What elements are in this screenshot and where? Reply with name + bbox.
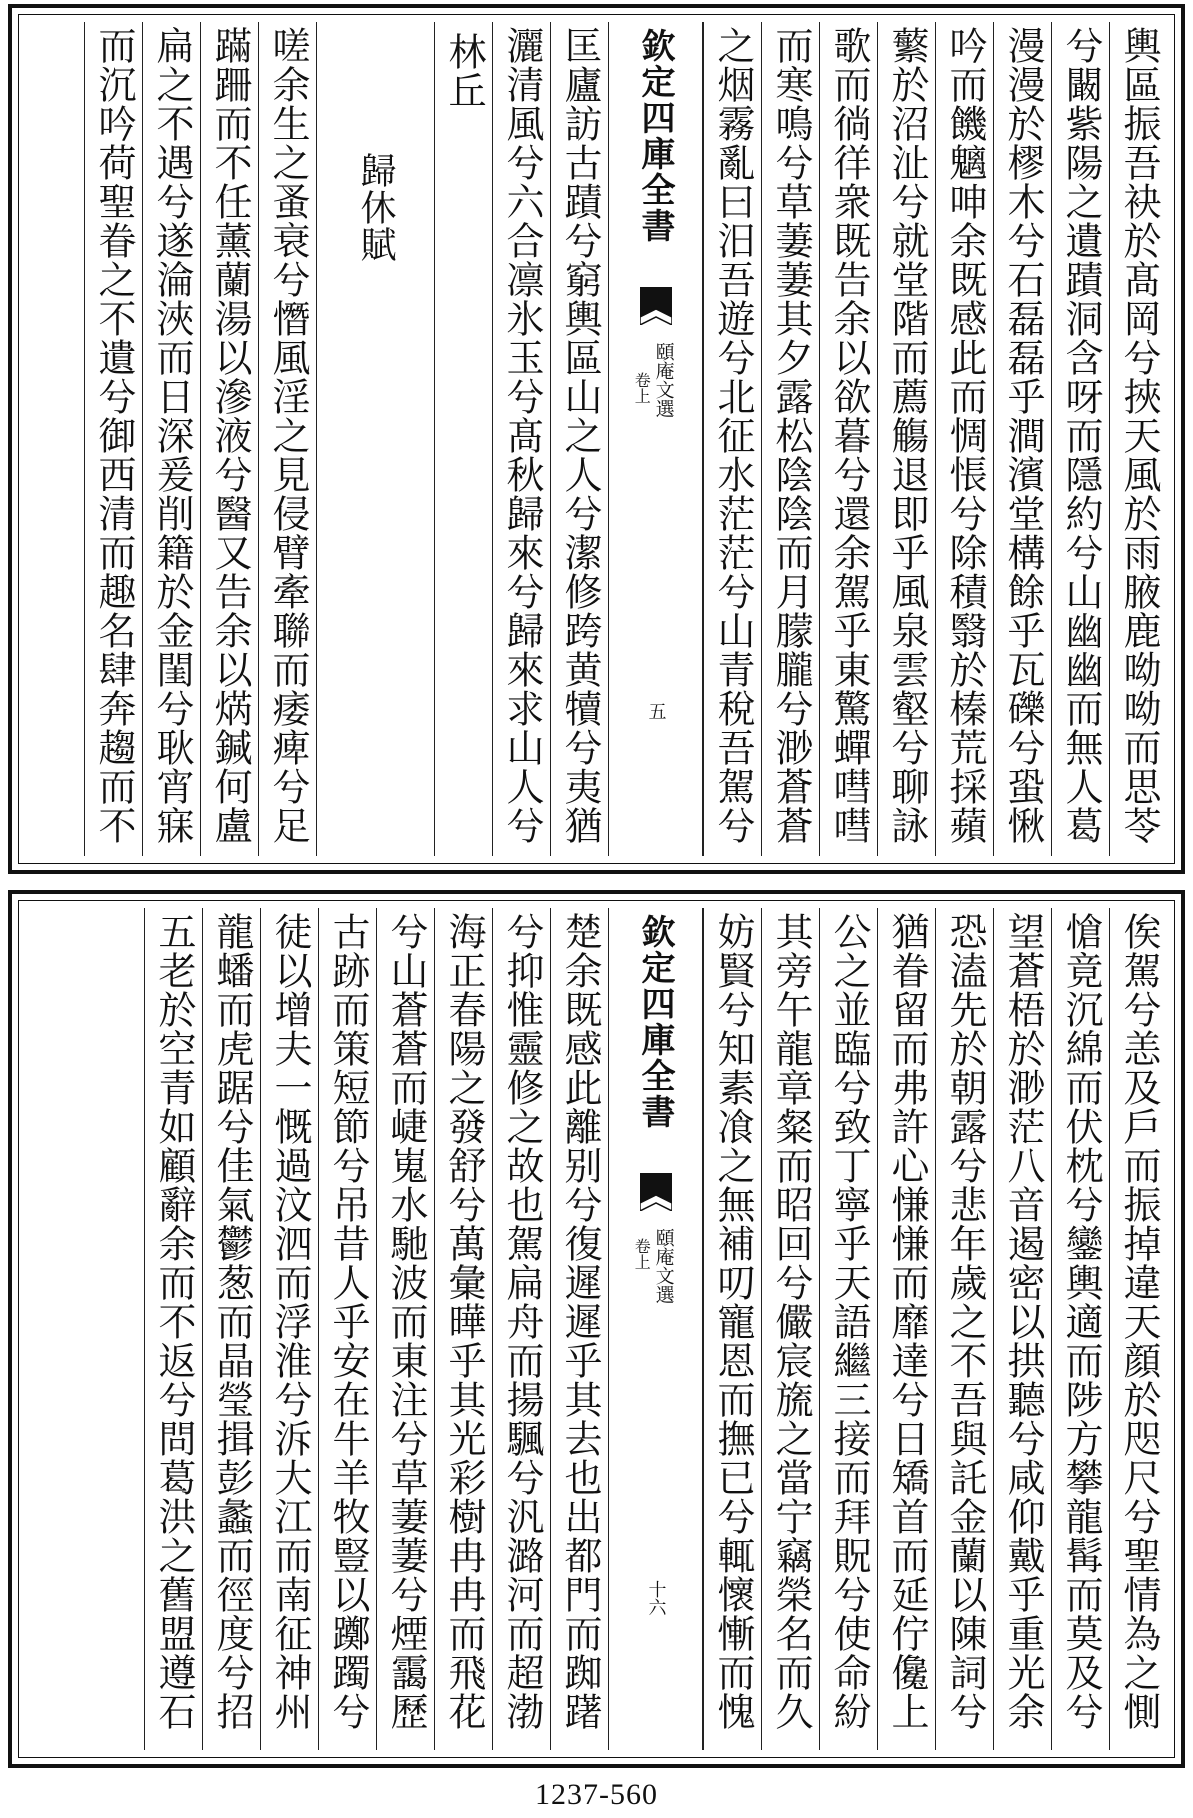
text-column — [258, 22, 316, 856]
text-column — [1109, 908, 1167, 1750]
banxin-book-title: 頤庵文選 — [652, 342, 675, 418]
text-column — [703, 22, 761, 856]
column-text: 望蒼梧於渺茫八音遏密以拱聽兮咸仰戴乎重光余 — [1001, 912, 1045, 1731]
text-column — [819, 22, 877, 856]
banxin-juan: 卷上 — [632, 1238, 652, 1270]
column-text: 龍蟠而虎踞兮佳氣鬱葱而晶瑩揖彭蠡而徑度兮招 — [210, 912, 254, 1731]
column-text: 俟駕兮恙及戶而振掉違天顔於咫尺兮聖情為之惻 — [1117, 912, 1161, 1731]
column-text: 林丘 — [442, 32, 486, 110]
text-column — [761, 22, 819, 856]
text-columns-top — [26, 22, 1167, 856]
column-text: 扁之不遇兮遂淪浹而日深爰削籍於金閨兮耿宵寐 — [150, 26, 194, 845]
column-text: 而寒鳴兮草萋萋其夕露松陰陰而月朦朧兮渺蒼蒼 — [769, 26, 813, 845]
column-text: 海正春陽之發舒兮萬彙曄乎其光彩樹冉冉而飛花 — [442, 912, 486, 1731]
column-text: 輿區振吾袂於髙岡兮挾天風於雨腋鹿呦呦而思苓 — [1117, 26, 1161, 845]
text-column — [200, 22, 258, 856]
banxin-page-number: 十六 — [645, 1580, 667, 1616]
column-text: 而沉吟荷聖眷之不遺兮御西清而趣名肆奔趨而不 — [92, 26, 136, 845]
fishtail-mark-icon — [640, 1173, 672, 1211]
text-column — [492, 22, 550, 856]
fishtail-mark-icon — [640, 287, 672, 325]
banxin-center-fold — [608, 908, 703, 1750]
text-column — [376, 908, 434, 1750]
column-text: 楚余既感此離别兮復遲遲乎其去也出都門而踟躇 — [558, 912, 602, 1731]
banxin-juan: 卷上 — [632, 372, 652, 404]
page-top — [8, 4, 1185, 874]
column-text: 古跡而策短節兮吊昔人乎安在牛羊牧豎以躑躅兮 — [326, 912, 370, 1731]
column-text: 兮山蒼蒼而崨嵬水馳波而東注兮草萋萋兮煙靄歷 — [384, 912, 428, 1731]
column-text: 恐溘先於朝露兮悲年歲之不吾與託金蘭以陳詞兮 — [943, 912, 987, 1731]
column-text: 其旁午龍章粲而昭回兮儼宸旒之當宁竊榮名而久 — [769, 912, 813, 1731]
text-column — [935, 908, 993, 1750]
text-column — [877, 22, 935, 856]
text-column — [1051, 908, 1109, 1750]
text-column — [142, 22, 200, 856]
text-column — [993, 22, 1051, 856]
column-text: 五老於空青如顧辭余而不返兮問葛洪之舊盟遵石 — [152, 912, 196, 1731]
column-text: 之烟霧亂曰汨吾遊兮北征水茫茫兮山青稅吾駕兮 — [711, 26, 755, 845]
banxin-title: 欽定四庫全書 — [635, 28, 675, 244]
text-columns-bottom — [26, 908, 1167, 1750]
column-text: 漫漫於樛木兮石磊磊乎澗濱堂構餘乎瓦礫兮蛩愀 — [1001, 26, 1045, 845]
banxin-page-number: 五 — [645, 702, 667, 720]
text-column — [144, 908, 202, 1750]
banxin-title: 欽定四庫全書 — [635, 914, 675, 1130]
banxin-book-title: 頤庵文選 — [652, 1228, 675, 1304]
column-text: 妨賢兮知素飡之無補叨寵恩而撫已兮輒懷慚而愧 — [711, 912, 755, 1731]
text-column — [492, 908, 550, 1750]
text-column — [1109, 22, 1167, 856]
column-text: 歌而徜徉衆既告余以欲暮兮還余駕乎東驚蟬嘒嘒 — [827, 26, 871, 845]
text-column — [877, 908, 935, 1750]
page-bottom — [8, 890, 1185, 1768]
text-column — [550, 22, 608, 856]
column-text: 灑清風兮六合凛氷玉兮髙秋歸來兮歸來求山人兮 — [500, 26, 544, 845]
column-text: 吟而饑魑呻余既感此而惆悵兮除積翳於榛荒採蘋 — [943, 26, 987, 845]
column-text: 猶眷留而弗許心慊慊而靡達兮日矯首而延佇儳上 — [885, 912, 929, 1731]
column-text: 蹣跚而不任薰蘭湯以滲液兮醫又告余以焫鍼何盧 — [208, 26, 252, 845]
text-column — [703, 908, 761, 1750]
text-column — [202, 908, 260, 1750]
column-text: 愴竟沉綿而伏枕兮鑾輿適而陟方攀龍髯而莫及兮 — [1059, 912, 1103, 1731]
column-text: 公之並臨兮致丁寧乎天語繼三接而拜貺兮使命紛 — [827, 912, 871, 1731]
text-column — [761, 908, 819, 1750]
section-title: 歸休賦 — [355, 152, 396, 263]
text-column — [1051, 22, 1109, 856]
column-text: 蘩於沼沚兮就堂階而薦觴退即乎風泉雲壑兮聊詠 — [885, 26, 929, 845]
page-footer-number: 1237-560 — [535, 1778, 658, 1811]
text-column — [935, 22, 993, 856]
text-column — [84, 22, 142, 856]
column-text: 嗟余生之蚤衰兮憯風淫之見侵臂牽聯而痿痺兮足 — [266, 26, 310, 845]
column-text: 兮抑惟靈修之故也駕扁舟而揚颿兮汎潞河而超渤 — [500, 912, 544, 1731]
text-column — [434, 908, 492, 1750]
text-column — [434, 22, 492, 856]
text-column — [260, 908, 318, 1750]
text-column — [819, 908, 877, 1750]
column-text: 徒以增夫一慨過汶泗而浮淮兮泝大江而南征神州 — [268, 912, 312, 1731]
text-column — [318, 908, 376, 1750]
section-title-column — [316, 22, 434, 856]
column-text: 兮闞紫陽之遺蹟洞含呀而隱約兮山幽幽而無人葛 — [1059, 26, 1103, 845]
column-text: 匡廬訪古蹟兮窮輿區山之人兮潔修跨黄犢兮夷猶 — [558, 26, 602, 845]
text-column — [550, 908, 608, 1750]
banxin-center-fold — [608, 22, 703, 856]
text-column — [993, 908, 1051, 1750]
